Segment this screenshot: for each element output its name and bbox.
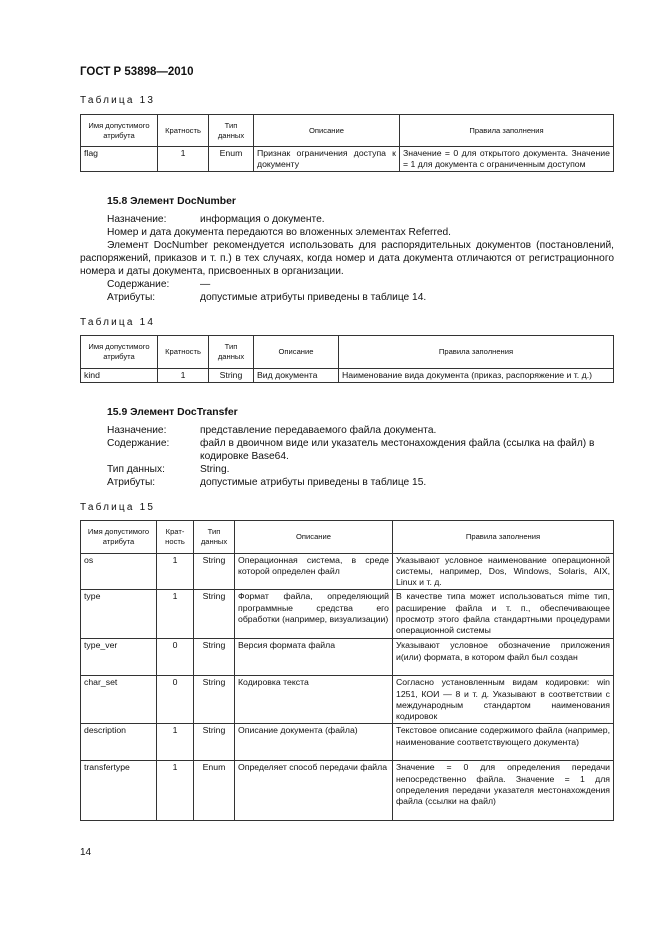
col-header-name: Имя допустимого атрибута — [81, 336, 158, 369]
cell-name: os — [81, 554, 157, 590]
table-15 — [80, 520, 614, 821]
cell-mult: 1 — [158, 147, 209, 172]
table-row — [81, 761, 614, 821]
section-15-9-attrs — [107, 476, 426, 489]
section-15-9-content-label: Содержание: — [107, 438, 170, 449]
cell-desc: Признак ограничения доступа к документу — [254, 147, 400, 172]
cell-type: Enum — [194, 761, 235, 821]
type-value: String. — [200, 464, 230, 475]
cell-name: description — [81, 724, 157, 761]
cell-desc: Операционная система, в среде которой определен файл — [235, 554, 393, 590]
cell-name: type — [81, 590, 157, 639]
cell-name: transfertype — [81, 761, 157, 821]
cell-desc: Описание документа (файла) — [235, 724, 393, 761]
cell-rules: Указывают условное обозначение приложения и(или) формата, в котором файл был создан — [393, 639, 614, 676]
section-15-9-content-value: файл в двоичном виде или указатель местонахождения файла (ссылка на файл) в кодировке Base64. — [200, 438, 595, 462]
cell-desc: Версия формата файла — [235, 639, 393, 676]
content-label: Содержание: — [107, 279, 170, 290]
table-row — [81, 676, 614, 724]
cell-type: String — [209, 369, 254, 383]
table-header-row — [81, 115, 614, 147]
cell-desc: Кодировка текста — [235, 676, 393, 724]
cell-mult: 1 — [157, 554, 194, 590]
purpose-label: Назначение: — [107, 425, 167, 436]
attrs-label: Атрибуты: — [107, 477, 156, 488]
col-header-type: Тип данных — [194, 521, 235, 554]
document-header: ГОСТ Р 53898—2010 — [80, 66, 194, 78]
cell-mult: 1 — [157, 590, 194, 639]
table-header-row — [81, 336, 614, 369]
section-15-8-content — [107, 278, 210, 291]
col-header-name: Имя допустимого атрибута — [81, 115, 158, 147]
cell-mult: 1 — [158, 369, 209, 383]
table-15-caption: Таблица 15 — [80, 502, 156, 513]
col-header-desc: Описание — [235, 521, 393, 554]
table-row — [81, 554, 614, 590]
cell-name: flag — [81, 147, 158, 172]
table-header-row — [81, 521, 614, 554]
table-row — [81, 369, 614, 383]
cell-rules: В качестве типа может использоваться mime тип, расширение файла и т. п., обеспечивающее просмотр этого файла стандартными процедурами операционной системы — [393, 590, 614, 639]
cell-mult: 0 — [157, 639, 194, 676]
section-15-9-type — [107, 463, 229, 476]
cell-type: String — [194, 724, 235, 761]
col-header-type: Тип данных — [209, 336, 254, 369]
table-row — [81, 639, 614, 676]
section-15-9-purpose — [107, 424, 436, 437]
cell-rules: Значение = 0 для открытого документа. Значение = 1 для документа с ограниченным доступом — [400, 147, 614, 172]
col-header-rules: Правила заполнения — [400, 115, 614, 147]
cell-desc: Определяет способ передачи файла — [235, 761, 393, 821]
col-header-desc: Описание — [254, 115, 400, 147]
table-13 — [80, 114, 614, 172]
col-header-rules: Правила заполнения — [339, 336, 614, 369]
section-15-9-heading: 15.9 Элемент DocTransfer — [107, 407, 238, 418]
col-header-mult: Крат-ность — [157, 521, 194, 554]
type-label: Тип данных: — [107, 464, 165, 475]
cell-desc: Вид документа — [254, 369, 339, 383]
attrs-value: допустимые атрибуты приведены в таблице 15. — [200, 477, 427, 488]
cell-rules: Указывают условное наименование операционной системы, например, Dos, Windows, Solaris, AIX, Linux и т. д. — [393, 554, 614, 590]
col-header-type: Тип данных — [209, 115, 254, 147]
cell-type: Enum — [209, 147, 254, 172]
attrs-label: Атрибуты: — [107, 292, 156, 303]
page-number: 14 — [80, 847, 92, 858]
table-row — [81, 724, 614, 761]
cell-name: type_ver — [81, 639, 157, 676]
section-15-8-line2: Элемент DocNumber рекомендуется использовать для распорядительных документов (постановлений, распоряжений, приказов и т. п.) в тех случаях, когда номер и дата документа отличаются от регистрационного номера и даты документа, присвоенных в организации. — [80, 240, 614, 277]
cell-type: String — [194, 676, 235, 724]
col-header-desc: Описание — [254, 336, 339, 369]
cell-name: kind — [81, 369, 158, 383]
section-15-8-purpose — [107, 213, 325, 226]
section-15-8-heading: 15.8 Элемент DocNumber — [107, 196, 236, 207]
section-15-8-line1: Номер и дата документа передаются во вложенных элементах Referred. — [107, 227, 452, 238]
table-13-caption: Таблица 13 — [80, 95, 156, 106]
col-header-rules: Правила заполнения — [393, 521, 614, 554]
purpose-label: Назначение: — [107, 214, 167, 225]
cell-rules: Текстовое описание содержимого файла (например, наименование соответствующего документа) — [393, 724, 614, 761]
cell-type: String — [194, 554, 235, 590]
col-header-name: Имя допустимого атрибута — [81, 521, 157, 554]
table-row — [81, 590, 614, 639]
cell-mult: 1 — [157, 724, 194, 761]
cell-mult: 0 — [157, 676, 194, 724]
cell-name: char_set — [81, 676, 157, 724]
table-row — [81, 147, 614, 172]
cell-rules: Согласно установленным видам кодировки: win 1251, КОИ — 8 и т. д. Указывают в соответствии с международным стандартом наименования кодировок — [393, 676, 614, 724]
content-value: — — [200, 279, 211, 290]
table-14-caption: Таблица 14 — [80, 317, 156, 328]
cell-rules: Наименование вида документа (приказ, распоряжение и т. д.) — [339, 369, 614, 383]
cell-mult: 1 — [157, 761, 194, 821]
cell-rules: Значение = 0 для определения передачи непосредственно файла. Значение = 1 для определения передачи указателя местонахождения файла (ссылки на файл) — [393, 761, 614, 821]
col-header-mult: Кратность — [158, 115, 209, 147]
cell-desc: Формат файла, определяющий программные средства его обработки (например, визуализации) — [235, 590, 393, 639]
purpose-value: представление передаваемого файла документа. — [200, 425, 437, 436]
purpose-value: информация о документе. — [200, 214, 325, 225]
attrs-value: допустимые атрибуты приведены в таблице 14. — [200, 292, 427, 303]
table-14 — [80, 335, 614, 383]
cell-type: String — [194, 590, 235, 639]
cell-type: String — [194, 639, 235, 676]
section-15-8-attrs — [107, 291, 426, 304]
col-header-mult: Кратность — [158, 336, 209, 369]
